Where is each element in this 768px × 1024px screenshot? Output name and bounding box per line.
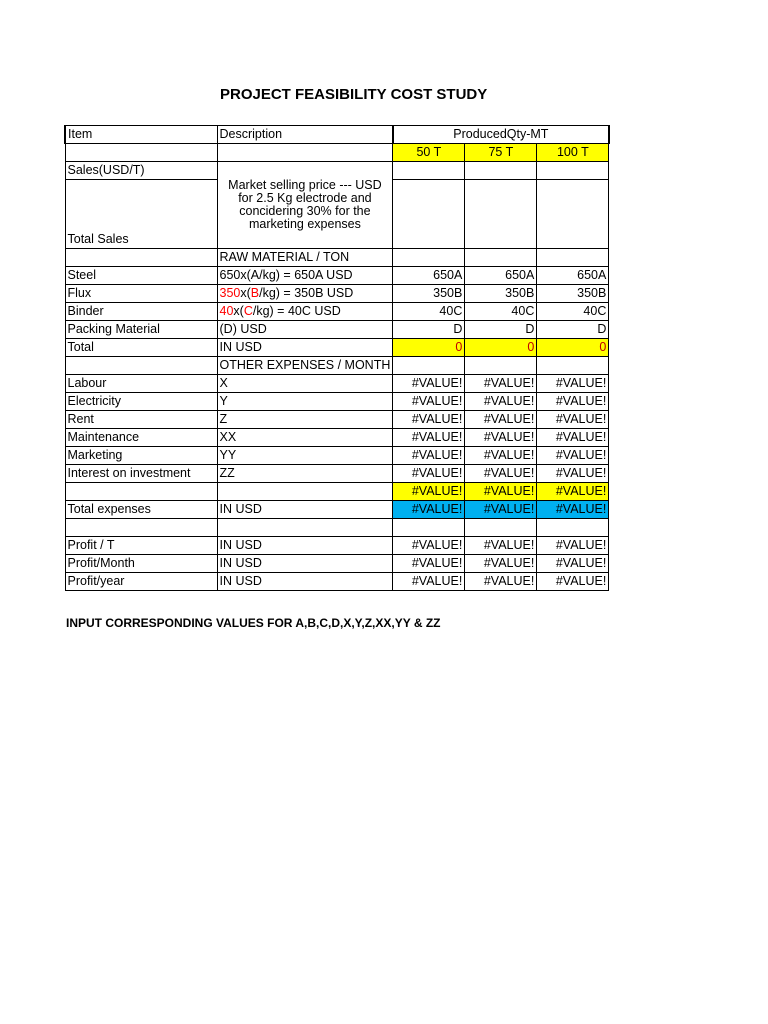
rent-row <box>65 411 609 429</box>
steel-label[interactable]: Steel <box>65 267 217 285</box>
header-row <box>65 126 609 144</box>
cell-empty[interactable] <box>465 180 537 249</box>
steel-value-100[interactable]: 650A <box>537 267 609 285</box>
cell-empty[interactable] <box>217 519 393 537</box>
labour-row <box>65 375 609 393</box>
cell-empty[interactable] <box>537 180 609 249</box>
marketing-value-75[interactable]: #VALUE! <box>465 447 537 465</box>
profit-t-description[interactable]: IN USD <box>217 537 393 555</box>
flux-description[interactable] <box>217 285 393 303</box>
cell-empty[interactable] <box>465 249 537 267</box>
labour-description[interactable]: X <box>217 375 393 393</box>
cell-empty[interactable] <box>393 519 465 537</box>
binder-description[interactable] <box>217 303 393 321</box>
rent-value-100[interactable]: #VALUE! <box>537 411 609 429</box>
profit-year-label[interactable]: Profit/year <box>65 573 217 591</box>
profit-year-value-75[interactable]: #VALUE! <box>465 573 537 591</box>
total-expenses-value-100[interactable]: #VALUE! <box>537 501 609 519</box>
header-qty-75[interactable]: 75 T <box>465 144 537 162</box>
raw-total-row <box>65 339 609 357</box>
marketing-row <box>65 447 609 465</box>
marketing-value-100[interactable]: #VALUE! <box>537 447 609 465</box>
sales-label[interactable]: Sales(USD/T) <box>65 162 217 180</box>
total-expenses-value-75[interactable]: #VALUE! <box>465 501 537 519</box>
total-expenses-row <box>65 501 609 519</box>
marketing-description[interactable]: YY <box>217 447 393 465</box>
maintenance-value-50[interactable]: #VALUE! <box>393 429 465 447</box>
flux-value-100[interactable]: 350B <box>537 285 609 303</box>
header-item[interactable]: Item <box>65 126 217 144</box>
profit-t-value-50[interactable]: #VALUE! <box>393 537 465 555</box>
cell-empty[interactable] <box>537 357 609 375</box>
marketing-label[interactable]: Marketing <box>65 447 217 465</box>
profit-month-value-100[interactable]: #VALUE! <box>537 555 609 573</box>
rent-label[interactable]: Rent <box>65 411 217 429</box>
cell-empty[interactable] <box>537 249 609 267</box>
cell-empty[interactable] <box>537 519 609 537</box>
labour-value-100[interactable]: #VALUE! <box>537 375 609 393</box>
flux-value-75[interactable]: 350B <box>465 285 537 303</box>
binder-value-50[interactable]: 40C <box>393 303 465 321</box>
cell-empty[interactable] <box>393 180 465 249</box>
profit-month-value-75[interactable]: #VALUE! <box>465 555 537 573</box>
marketing-value-50[interactable]: #VALUE! <box>393 447 465 465</box>
binder-desc-letter: C <box>243 304 253 318</box>
packing-label[interactable]: Packing Material <box>65 321 217 339</box>
other-expenses-header[interactable]: OTHER EXPENSES / MONTH <box>217 357 393 375</box>
binder-row <box>65 303 609 321</box>
flux-value-50[interactable]: 350B <box>393 285 465 303</box>
sales-description[interactable]: Market selling price --- USD for 2.5 Kg electrode and concidering 30% for the marketing expenses <box>217 162 393 249</box>
labour-label[interactable]: Labour <box>65 375 217 393</box>
subtotal-value-100[interactable]: #VALUE! <box>537 483 609 501</box>
cell-empty[interactable] <box>65 144 217 162</box>
rent-value-50[interactable]: #VALUE! <box>393 411 465 429</box>
header-produced-qty[interactable]: ProducedQty-MT <box>393 126 609 144</box>
flux-row <box>65 285 609 303</box>
raw-total-description[interactable]: IN USD <box>217 339 393 357</box>
total-expenses-value-50[interactable]: #VALUE! <box>393 501 465 519</box>
packing-description[interactable]: (D) USD <box>217 321 393 339</box>
interest-label[interactable]: Interest on investment <box>65 465 217 483</box>
binder-desc-x: x( <box>233 304 244 318</box>
profit-month-row <box>65 555 609 573</box>
subtotal-value-75[interactable]: #VALUE! <box>465 483 537 501</box>
maintenance-label[interactable]: Maintenance <box>65 429 217 447</box>
profit-month-description[interactable]: IN USD <box>217 555 393 573</box>
electricity-row <box>65 393 609 411</box>
subtotal-value-50[interactable]: #VALUE! <box>393 483 465 501</box>
flux-label[interactable]: Flux <box>65 285 217 303</box>
cost-study-table <box>64 125 610 591</box>
input-instruction-note: INPUT CORRESPONDING VALUES FOR A,B,C,D,X,Y,Z,XX,YY & ZZ <box>66 616 441 630</box>
steel-value-50[interactable]: 650A <box>393 267 465 285</box>
total-expenses-description[interactable]: IN USD <box>217 501 393 519</box>
total-expenses-label[interactable]: Total expenses <box>65 501 217 519</box>
steel-value-75[interactable]: 650A <box>465 267 537 285</box>
profit-year-row <box>65 573 609 591</box>
electricity-label[interactable]: Electricity <box>65 393 217 411</box>
profit-year-value-50[interactable]: #VALUE! <box>393 573 465 591</box>
page-title: PROJECT FEASIBILITY COST STUDY <box>220 86 488 103</box>
cell-empty[interactable] <box>393 162 465 180</box>
cell-empty[interactable] <box>65 249 217 267</box>
other-expenses-header-row <box>65 357 609 375</box>
binder-label[interactable]: Binder <box>65 303 217 321</box>
cell-empty[interactable] <box>65 483 217 501</box>
rent-description[interactable]: Z <box>217 411 393 429</box>
electricity-value-100[interactable]: #VALUE! <box>537 393 609 411</box>
interest-value-100[interactable]: #VALUE! <box>537 465 609 483</box>
cell-empty[interactable] <box>393 357 465 375</box>
labour-value-75[interactable]: #VALUE! <box>465 375 537 393</box>
raw-total-value-100[interactable]: 0 <box>537 339 609 357</box>
header-qty-50[interactable]: 50 T <box>393 144 465 162</box>
profit-t-label[interactable]: Profit / T <box>65 537 217 555</box>
profit-month-label[interactable]: Profit/Month <box>65 555 217 573</box>
profit-year-value-100[interactable]: #VALUE! <box>537 573 609 591</box>
flux-desc-letter: B <box>250 286 260 300</box>
electricity-value-50[interactable]: #VALUE! <box>393 393 465 411</box>
cell-empty[interactable] <box>65 519 217 537</box>
profit-month-value-50[interactable]: #VALUE! <box>393 555 465 573</box>
cell-empty[interactable] <box>537 162 609 180</box>
profit-t-value-75[interactable]: #VALUE! <box>465 537 537 555</box>
flux-desc-num: 350 <box>219 286 241 300</box>
electricity-value-75[interactable]: #VALUE! <box>465 393 537 411</box>
subtotal-row <box>65 483 609 501</box>
binder-value-75[interactable]: 40C <box>465 303 537 321</box>
total-sales-label[interactable]: Total Sales <box>65 180 217 249</box>
sales-row <box>65 162 609 180</box>
qty-header-row <box>65 144 609 162</box>
interest-value-50[interactable]: #VALUE! <box>393 465 465 483</box>
binder-desc-num: 40 <box>219 304 234 318</box>
packing-row <box>65 321 609 339</box>
cell-empty[interactable] <box>217 144 393 162</box>
raw-material-header[interactable]: RAW MATERIAL / TON <box>217 249 393 267</box>
interest-row <box>65 465 609 483</box>
cell-empty[interactable] <box>465 519 537 537</box>
header-qty-100[interactable]: 100 T <box>537 144 609 162</box>
binder-desc-rest: /kg) = 40C USD <box>252 304 341 318</box>
profit-t-value-100[interactable]: #VALUE! <box>537 537 609 555</box>
steel-description[interactable]: 650x(A/kg) = 650A USD <box>217 267 393 285</box>
packing-value-50[interactable]: D <box>393 321 465 339</box>
blank-row <box>65 519 609 537</box>
packing-value-75[interactable]: D <box>465 321 537 339</box>
rent-value-75[interactable]: #VALUE! <box>465 411 537 429</box>
raw-total-label[interactable]: Total <box>65 339 217 357</box>
maintenance-value-100[interactable]: #VALUE! <box>537 429 609 447</box>
profit-t-row <box>65 537 609 555</box>
electricity-description[interactable]: Y <box>217 393 393 411</box>
maintenance-value-75[interactable]: #VALUE! <box>465 429 537 447</box>
cell-empty[interactable] <box>65 357 217 375</box>
packing-value-100[interactable]: D <box>537 321 609 339</box>
interest-value-75[interactable]: #VALUE! <box>465 465 537 483</box>
profit-year-description[interactable]: IN USD <box>217 573 393 591</box>
flux-desc-x: x( <box>240 286 251 300</box>
steel-row <box>65 267 609 285</box>
maintenance-description[interactable]: XX <box>217 429 393 447</box>
flux-desc-rest: /kg) = 350B USD <box>259 286 354 300</box>
cell-empty[interactable] <box>465 162 537 180</box>
labour-value-50[interactable]: #VALUE! <box>393 375 465 393</box>
raw-material-header-row <box>65 249 609 267</box>
cell-empty[interactable] <box>393 249 465 267</box>
raw-total-value-50[interactable]: 0 <box>393 339 465 357</box>
maintenance-row <box>65 429 609 447</box>
binder-value-100[interactable]: 40C <box>537 303 609 321</box>
cell-empty[interactable] <box>217 483 393 501</box>
raw-total-value-75[interactable]: 0 <box>465 339 537 357</box>
interest-description[interactable]: ZZ <box>217 465 393 483</box>
cell-empty[interactable] <box>465 357 537 375</box>
header-description[interactable]: Description <box>217 126 393 144</box>
